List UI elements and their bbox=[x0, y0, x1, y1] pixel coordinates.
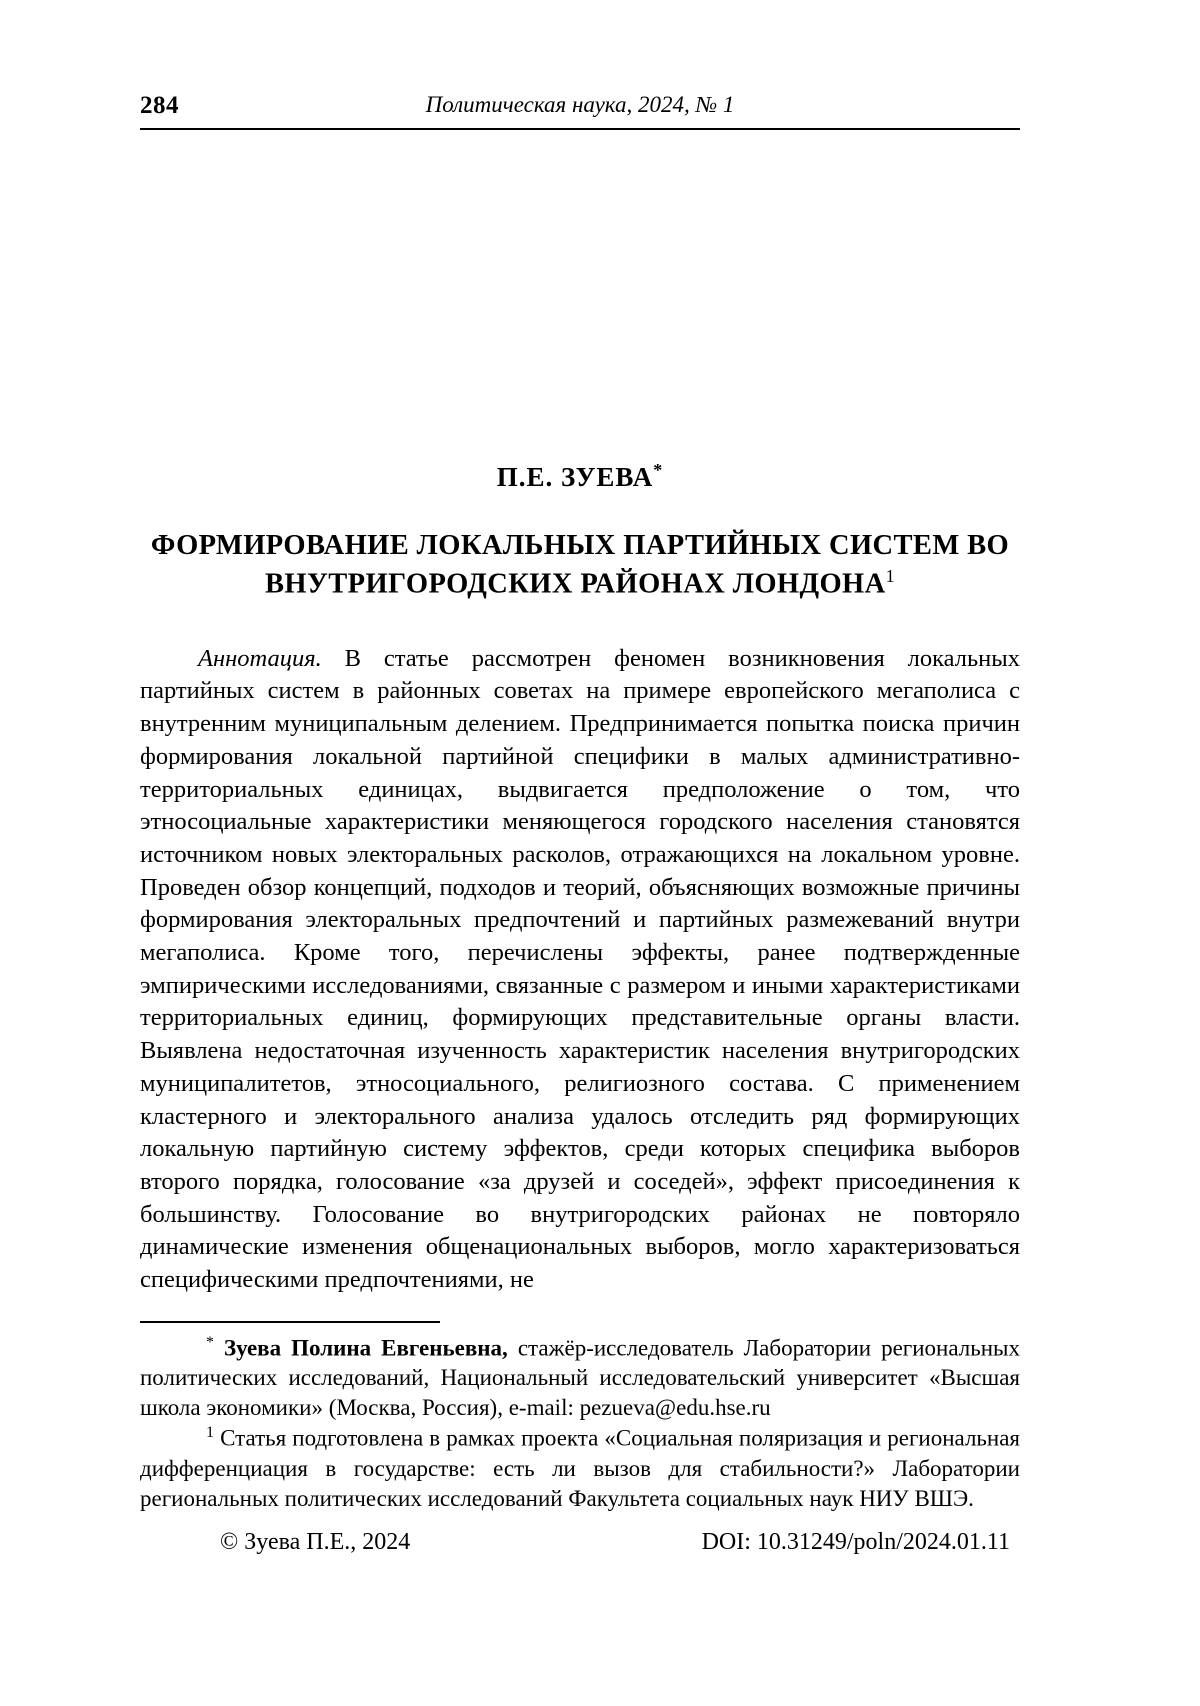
author-name-text: П.Е. ЗУЕВА bbox=[496, 462, 654, 492]
footer-line bbox=[140, 1529, 1020, 1556]
title-footnote-marker: 1 bbox=[885, 565, 896, 586]
copyright-text: © Зуева П.Е., 2024 bbox=[220, 1529, 411, 1556]
running-head bbox=[140, 92, 1020, 126]
footnote-author-text: стажёр-исследователь Лаборатории региональных политических исследований, Национальный исследовательский университет «Высшая школа экономики» (Москва, Россия), e-mail: pezueva@edu.hse.ru bbox=[140, 1335, 1020, 1421]
footnotes-block bbox=[140, 1333, 1020, 1514]
journal-title-line: Политическая наука, 2024, № 1 bbox=[425, 92, 735, 117]
footnote-project bbox=[140, 1423, 1020, 1513]
article-title-text: ФОРМИРОВАНИЕ ЛОКАЛЬНЫХ ПАРТИЙНЫХ СИСТЕМ ВО ВНУТРИГОРОДСКИХ РАЙОНАХ ЛОНДОНА bbox=[150, 530, 1010, 600]
abstract-text: В статье рассмотрен феномен возникновения локальных партийных систем в районных советах на примере европейского мегаполиса с внутренним муниципальным делением. Предпринимается попытка поиска причин формирования локальной партийной специфики в малых административно-территориальных единицах, выдвигается предположение о том, что этносоциальные характеристики меняющегося городского населения становятся источником новых электоральных расколов, отражающихся на локальном уровне. Проведен обзор концепций, подходов и теорий, объясняющих возможные причины формирования электоральных предпочтений и партийных размежеваний внутри мегаполиса. Кроме того, перечислены эффекты, ранее подтвержденные эмпирическими исследованиями, связанные с размером и иными характеристиками территориальных единиц, формирующих представительные органы власти. Выявлена недостаточная изученность характеристик населения внутригородских муниципалитетов, этносоциального, религиозного состава. С применением кластерного и электорального анализа удалось отследить ряд формирующих локальную партийную систему эффектов, среди которых специфика выборов второго порядка, голосование «за друзей и соседей», эффект присоединения к большинству. Голосование во внутригородских районах не повторяло динамические изменения общенациональных выборов, могло характеризоваться специфическими предпочтениями, не bbox=[140, 644, 1020, 1294]
abstract-label: Аннотация. bbox=[198, 644, 322, 672]
doi-text: DOI: 10.31249/poln/2024.01.11 bbox=[701, 1529, 1010, 1556]
footnote-author bbox=[140, 1333, 1020, 1423]
footnote-project-text: Статья подготовлена в рамках проекта «Социальная поляризация и региональная дифференциация в государстве: есть ли вызов для стабильности?» Лаборатории региональных политических исследований Факультета социальных наук НИУ ВШЭ. bbox=[140, 1425, 1021, 1511]
footnote-marker-star: * bbox=[206, 1333, 214, 1351]
author-name bbox=[140, 460, 1020, 493]
footnote-marker-one: 1 bbox=[206, 1424, 214, 1442]
footnote-author-name: Зуева Полина Евгеньевна, bbox=[224, 1335, 508, 1361]
footnote-separator-rule bbox=[140, 1321, 440, 1323]
title-block bbox=[140, 460, 1020, 603]
page-number: 284 bbox=[140, 92, 179, 119]
header-rule bbox=[140, 128, 1020, 130]
abstract-paragraph bbox=[140, 643, 1020, 1297]
page-title bbox=[140, 527, 1020, 603]
page-content bbox=[140, 92, 1020, 1556]
author-footnote-marker: * bbox=[653, 460, 664, 480]
